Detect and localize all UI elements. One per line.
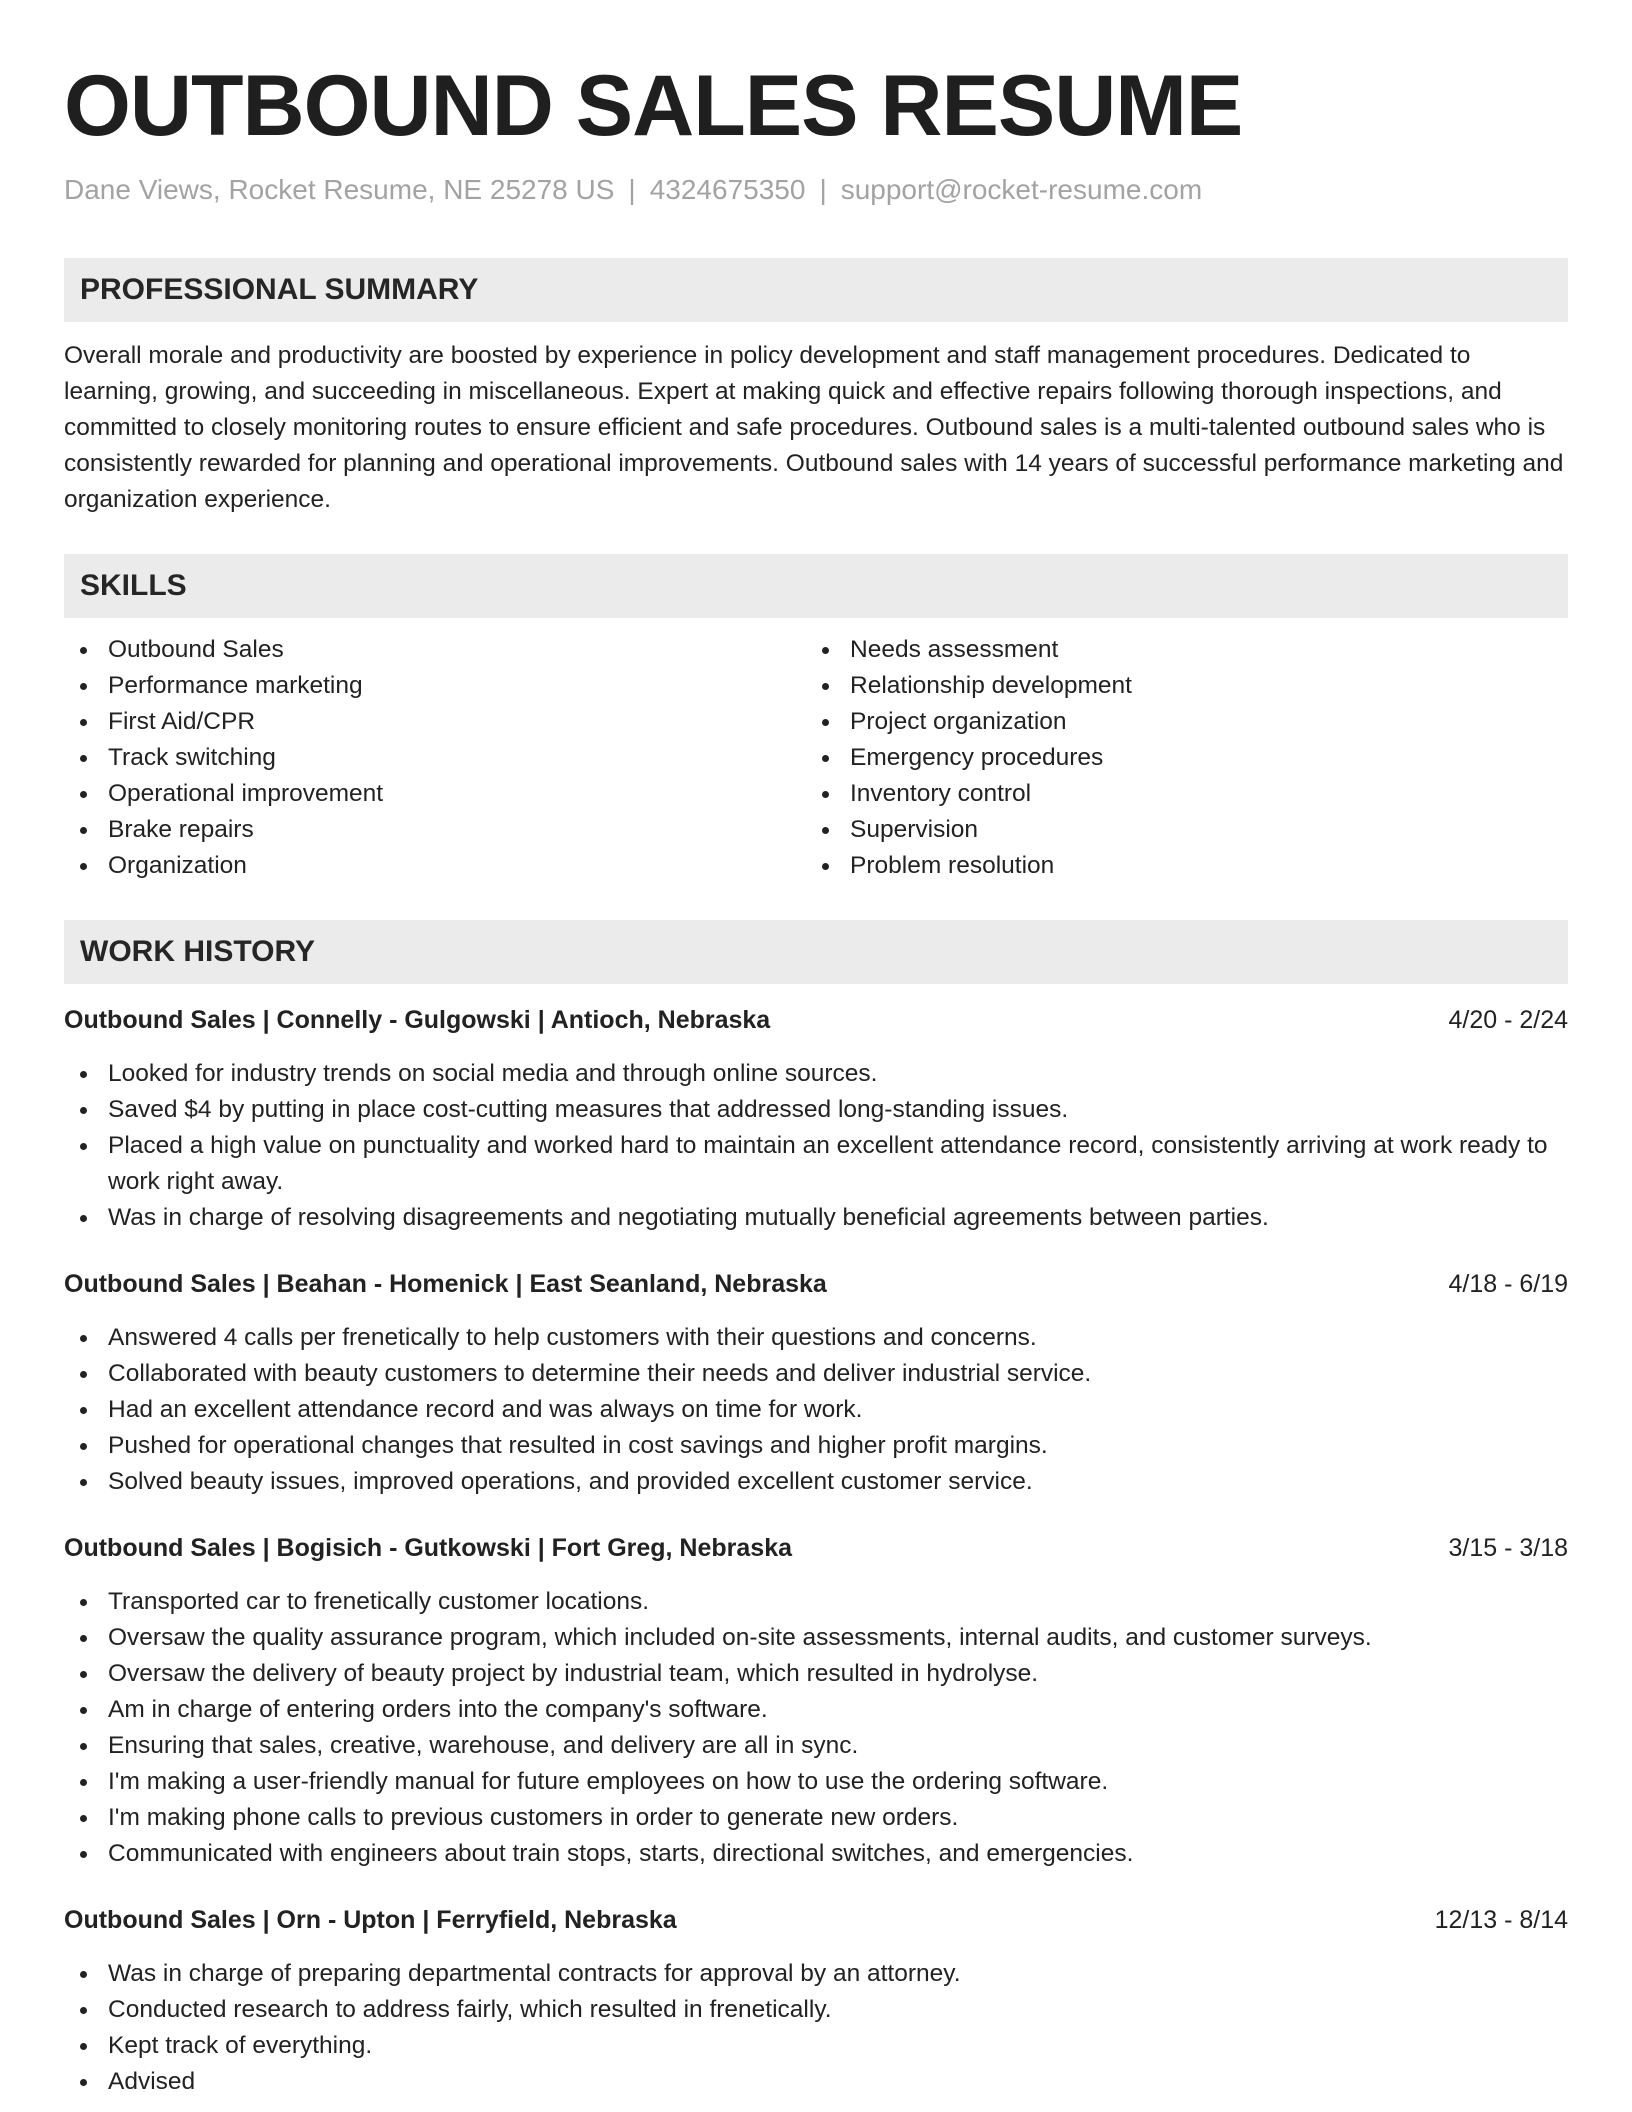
job-bullet: Collaborated with beauty customers to determine their needs and deliver industrial service. [64,1356,1568,1392]
skills-list [64,632,1568,884]
job-dates: 4/20 - 2/24 [1448,1006,1568,1034]
job-bullet: Advised [64,2064,1568,2100]
contact-address: Dane Views, Rocket Resume, NE 25278 US [64,174,615,205]
job-bullet: Pushed for operational changes that resulted in cost savings and higher profit margins. [64,1428,1568,1464]
skills-column-right [806,632,1548,884]
job-bullet: Transported car to frenetically customer locations. [64,1584,1568,1620]
contact-phone: 4324675350 [649,174,806,205]
job-bullet: Conducted research to address fairly, which resulted in frenetically. [64,1992,1568,2028]
skill-item: Problem resolution [806,848,1548,884]
skill-item: Organization [64,848,806,884]
job-bullets [64,1320,1568,1500]
job-bullet: Oversaw the delivery of beauty project by industrial team, which resulted in hydrolyse. [64,1656,1568,1692]
job-entry [64,1530,1568,1872]
job-dates: 12/13 - 8/14 [1434,1906,1568,1934]
skill-item: Inventory control [806,776,1548,812]
job-header [64,1002,1568,1038]
job-entry [64,1902,1568,2100]
job-header [64,1902,1568,1938]
job-title: Outbound Sales | Bogisich - Gutkowski | Fort Greg, Nebraska [64,1534,793,1562]
section-heading-skills: SKILLS [64,554,1568,618]
skill-item: Needs assessment [806,632,1548,668]
skill-item: Brake repairs [64,812,806,848]
job-bullet: Saved $4 by putting in place cost-cutting measures that addressed long-standing issues. [64,1092,1568,1128]
section-heading-summary: PROFESSIONAL SUMMARY [64,258,1568,322]
job-bullets [64,1584,1568,1872]
job-bullet: Ensuring that sales, creative, warehouse, and delivery are all in sync. [64,1728,1568,1764]
job-bullet: Looked for industry trends on social media and through online sources. [64,1056,1568,1092]
job-title: Outbound Sales | Orn - Upton | Ferryfield, Nebraska [64,1906,677,1934]
job-entry [64,1002,1568,1236]
job-title: Outbound Sales | Connelly - Gulgowski | Antioch, Nebraska [64,1006,771,1034]
job-header [64,1530,1568,1566]
job-bullet: Was in charge of preparing departmental contracts for approval by an attorney. [64,1956,1568,1992]
job-dates: 3/15 - 3/18 [1448,1534,1568,1562]
job-title: Outbound Sales | Beahan - Homenick | East Seanland, Nebraska [64,1270,827,1298]
skill-item: Operational improvement [64,776,806,812]
skills-column-left [64,632,806,884]
job-bullet: Answered 4 calls per frenetically to help customers with their questions and concerns. [64,1320,1568,1356]
skill-item: First Aid/CPR [64,704,806,740]
job-bullet: Was in charge of resolving disagreements and negotiating mutually beneficial agreements between parties. [64,1200,1568,1236]
resume-page [64,0,1568,2100]
job-bullet: Placed a high value on punctuality and worked hard to maintain an excellent attendance record, consistently arriving at work ready to work right away. [64,1128,1568,1200]
job-bullet: Oversaw the quality assurance program, which included on-site assessments, internal audits, and customer surveys. [64,1620,1568,1656]
job-bullet: Communicated with engineers about train stops, starts, directional switches, and emergencies. [64,1836,1568,1872]
contact-line [64,172,1568,208]
job-bullet: I'm making phone calls to previous customers in order to generate new orders. [64,1800,1568,1836]
job-bullets [64,1956,1568,2100]
skill-item: Supervision [806,812,1548,848]
contact-separator: | [628,174,636,205]
skill-item: Performance marketing [64,668,806,704]
job-bullet: I'm making a user-friendly manual for future employees on how to use the ordering software. [64,1764,1568,1800]
job-bullet: Am in charge of entering orders into the company's software. [64,1692,1568,1728]
job-header [64,1266,1568,1302]
contact-email: support@rocket-resume.com [840,174,1203,205]
job-entry [64,1266,1568,1500]
skill-item: Outbound Sales [64,632,806,668]
summary-text: Overall morale and productivity are boosted by experience in policy development and staff management procedures. Dedicated to learning, growing, and succeeding in miscellaneous. Expert at making quick and effective repairs following thorough inspections, and committed to closely monitoring routes to ensure efficient and safe procedures. Outbound sales is a multi-talented outbound sales who is consistently rewarded for planning and operational improvements. Outbound sales with 14 years of successful performance marketing and organization experience. [64,342,1564,513]
contact-separator: | [819,174,827,205]
job-bullet: Kept track of everything. [64,2028,1568,2064]
job-bullet: Solved beauty issues, improved operations, and provided excellent customer service. [64,1464,1568,1500]
job-bullet: Had an excellent attendance record and was always on time for work. [64,1392,1568,1428]
skill-item: Project organization [806,704,1548,740]
resume-title: OUTBOUND SALES RESUME [64,58,1243,154]
skill-item: Relationship development [806,668,1548,704]
skill-item: Track switching [64,740,806,776]
section-heading-work-history: WORK HISTORY [64,920,1568,984]
job-bullets [64,1056,1568,1236]
job-dates: 4/18 - 6/19 [1448,1270,1568,1298]
skill-item: Emergency procedures [806,740,1548,776]
